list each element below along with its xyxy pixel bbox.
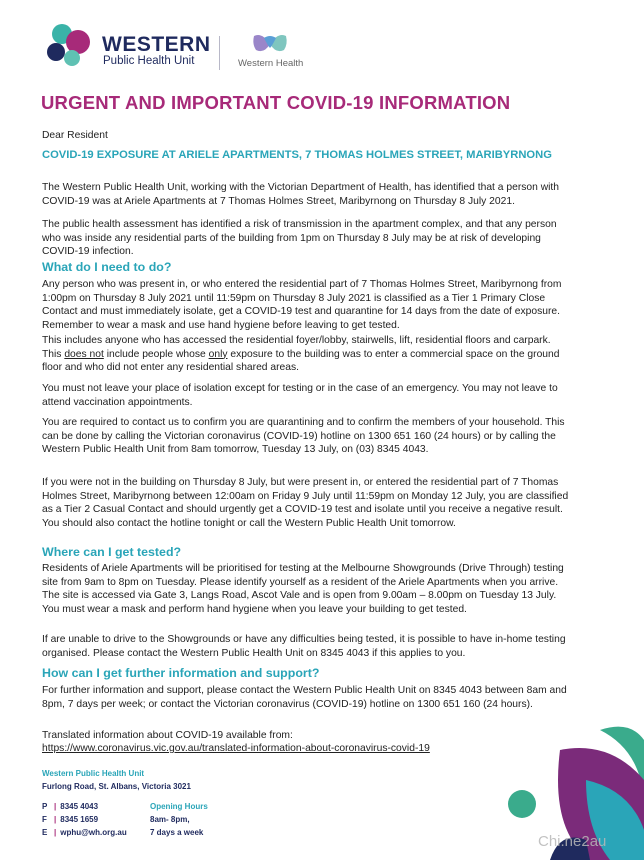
section3-paragraph-1: For further information and support, please contact the Western Public Health Unit on 8345 4043 between 8am and 8pm, 7 days per week; or contact the Victorian coronavirus (COVID-19) hotline on 1300 651 160 (24 hours). bbox=[42, 685, 567, 710]
wphu-logo-icon bbox=[42, 22, 98, 70]
western-health-logo-icon bbox=[250, 32, 290, 56]
watermark: Chi.ne2au bbox=[538, 833, 607, 850]
section-heading-further-info: How can I get further information and support? bbox=[42, 666, 320, 680]
footer-hours-time: 8am- 8pm, bbox=[150, 815, 190, 824]
western-health-logo-text: Western Health bbox=[238, 58, 304, 69]
section3-paragraph-2: Translated information about COVID-19 available from: bbox=[42, 730, 293, 741]
section2-paragraph-1: Residents of Ariele Apartments will be prioritised for testing at the Melbourne Showgrounds (Drive Through) testing site from 9am to 8pm on Tuesday. Please identify yourself as a resident of the Ariele Apartments when you arrive. The site is accessed via Gate 3, Langs Road, Ascot Vale and is open from 9.00am – 8.00pm on Tuesday 13 July. You must wear a mask and perform hand hygiene when you leave your building to get tested. bbox=[42, 563, 564, 615]
translated-info-link[interactable]: https://www.coronavirus.vic.gov.au/translated-information-about-coronavirus-covid-19 bbox=[42, 743, 430, 754]
section1-paragraph-5: If you were not in the building on Thursday 8 July, but were present in, or entered the residential part of 7 Thomas Holmes Street, Maribyrnong between 12:00am on Friday 9 July until 11:59pm on Monday 12 July, you are classified as a Tier 2 Casual Contact and should urgently get a COVID-19 test and isolate until you receive a negative result. You should also contact the hotline tonight or call the Western Public Health Unit tomorrow. bbox=[42, 477, 569, 529]
footer-hours-days: 7 days a week bbox=[150, 828, 204, 837]
section2-paragraph-2: If are unable to drive to the Showgrounds or have any difficulties being tested, it is possible to have in-home testing organised. Please contact the Western Public Health Unit on 8345 4043 if this applies to you. bbox=[42, 634, 566, 659]
footer-hours-heading: Opening Hours bbox=[150, 802, 208, 811]
wphu-logo-line2: Public Health Unit bbox=[103, 55, 195, 67]
wphu-logo-line1: WESTERN bbox=[102, 33, 211, 56]
section1-paragraph-3: You must not leave your place of isolation except for testing or in the case of an emergency. You may not leave to attend vaccination appointments. bbox=[42, 383, 558, 408]
logo-divider bbox=[219, 36, 220, 70]
footer-email: E | wphu@wh.org.au bbox=[42, 828, 127, 837]
page-title: URGENT AND IMPORTANT COVID-19 INFORMATION bbox=[41, 92, 511, 113]
section1-paragraph-2: This includes anyone who has accessed the residential foyer/lobby, stairwells, lift, residential floors and carpark. This does not include people whose only exposure to the building was to enter a commercial space on the ground floor and who did not enter any residential shared areas. bbox=[42, 335, 560, 374]
footer-org-name: Western Public Health Unit bbox=[42, 769, 145, 778]
intro-paragraph-1: The Western Public Health Unit, working with the Victorian Department of Health, has identified that a person with COVID-19 was at Ariele Apartments at 7 Thomas Holmes Street, Maribyrnong on Thursday 8 July 2021. bbox=[42, 182, 560, 207]
section-heading-where-tested: Where can I get tested? bbox=[42, 545, 182, 559]
section1-paragraph-4: You are required to contact us to confirm you are quarantining and to confirm the members of your household. This can be done by calling the Victorian coronavirus (COVID-19) hotline on 1300 651 160 (24 hours) or by calling the Western Public Health Unit from 8am tomorrow, Tuesday 13 July, on (03) 8345 4043. bbox=[42, 417, 565, 456]
footer-phone: P | 8345 4043 bbox=[42, 802, 99, 811]
footer-fax: F | 8345 1659 bbox=[42, 815, 99, 824]
exposure-heading: COVID-19 EXPOSURE AT ARIELE APARTMENTS, 7 THOMAS HOLMES STREET, MARIBYRNONG bbox=[42, 149, 552, 161]
section-heading-what-to-do: What do I need to do? bbox=[42, 260, 172, 274]
salutation: Dear Resident bbox=[42, 130, 108, 141]
intro-paragraph-2: The public health assessment has identified a risk of transmission in the apartment complex, and that any person who was inside any residential parts of the building from 1pm on Thursday 8 July may be at risk of developing COVID-19 infection. bbox=[42, 219, 557, 258]
footer-address: Furlong Road, St. Albans, Victoria 3021 bbox=[42, 782, 191, 791]
section1-paragraph-1: Any person who was present in, or who entered the residential part of 7 Thomas Holmes Street, Maribyrnong from 1:00pm on Thursday 8 July 2021 until 11:59pm on Thursday 8 July 2021 is classified as a Tier 1 Primary Close Contact and must immediately isolate, get a COVID-19 test and quarantine for 14 days from the date of exposure. Remember to wear a mask and use hand hygiene before leaving to get tested. bbox=[42, 279, 562, 331]
